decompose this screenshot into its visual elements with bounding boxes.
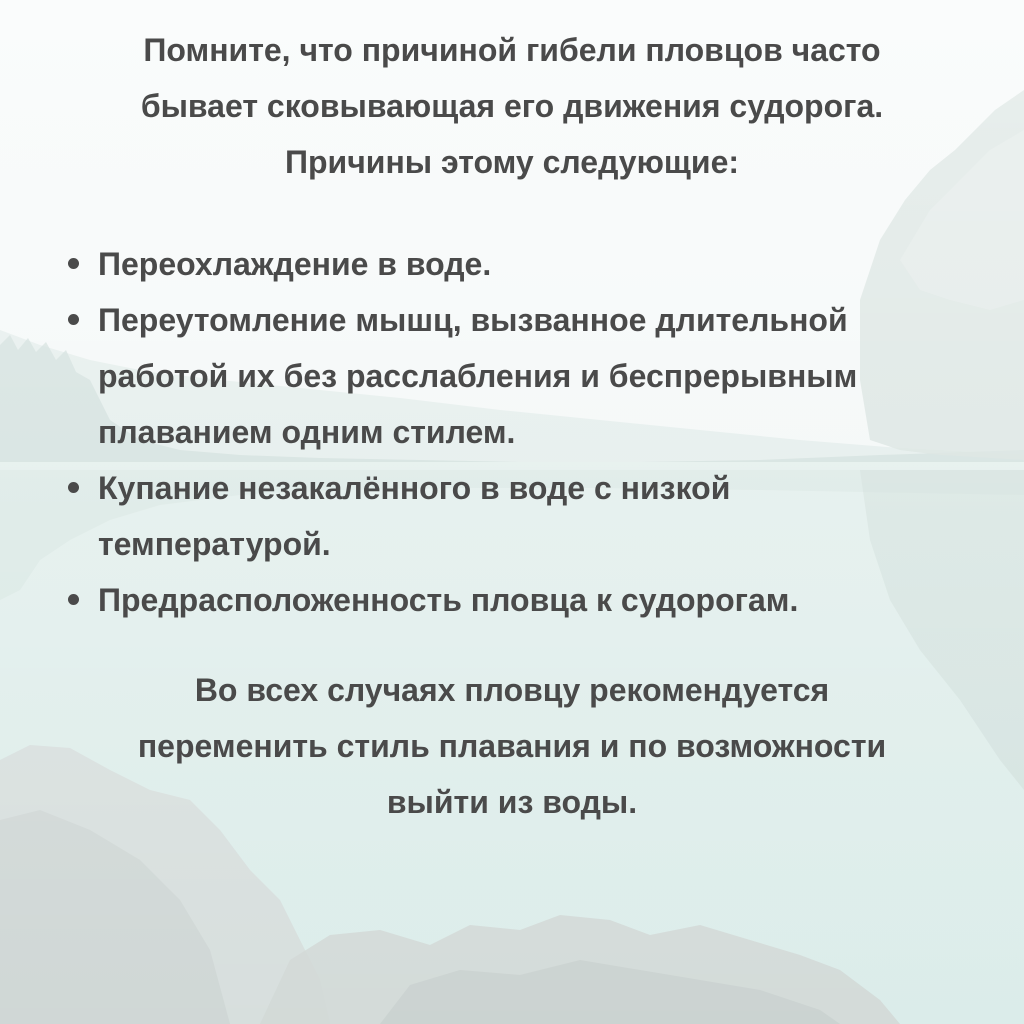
list-item — [60, 572, 980, 628]
list-item — [60, 460, 980, 572]
list-item-line: Переутомление мышц, вызванное длительной — [98, 302, 848, 338]
bullet-icon — [68, 482, 79, 493]
bullet-icon — [68, 594, 79, 605]
intro-line: бывает сковывающая его движения судорога. — [140, 88, 884, 124]
bullet-icon — [68, 258, 79, 269]
outro-line: переменить стиль плавания и по возможности — [137, 728, 887, 764]
list-item-line: плаванием одним стилем. — [98, 414, 516, 450]
list-item — [60, 236, 980, 292]
list-item-line: температурой. — [98, 526, 331, 562]
list-item-line: Предрасположенность пловца к судорогам. — [98, 582, 799, 618]
intro-line: Помните, что причиной гибели пловцов часто — [143, 32, 881, 68]
intro-line: Причины этому следующие: — [284, 144, 740, 180]
list-item — [60, 292, 980, 460]
intro-paragraph — [40, 22, 984, 190]
outro-paragraph — [20, 662, 1004, 830]
list-item-line: Переохлаждение в воде. — [98, 246, 492, 282]
bullet-icon — [68, 314, 79, 325]
outro-line: Во всех случаях пловцу рекомендуется — [194, 672, 830, 708]
causes-list — [60, 236, 980, 628]
list-item-line: работой их без расслабления и беспрерывным — [98, 358, 858, 394]
outro-line: выйти из воды. — [386, 784, 638, 820]
list-item-line: Купание незакалённого в воде с низкой — [98, 470, 731, 506]
